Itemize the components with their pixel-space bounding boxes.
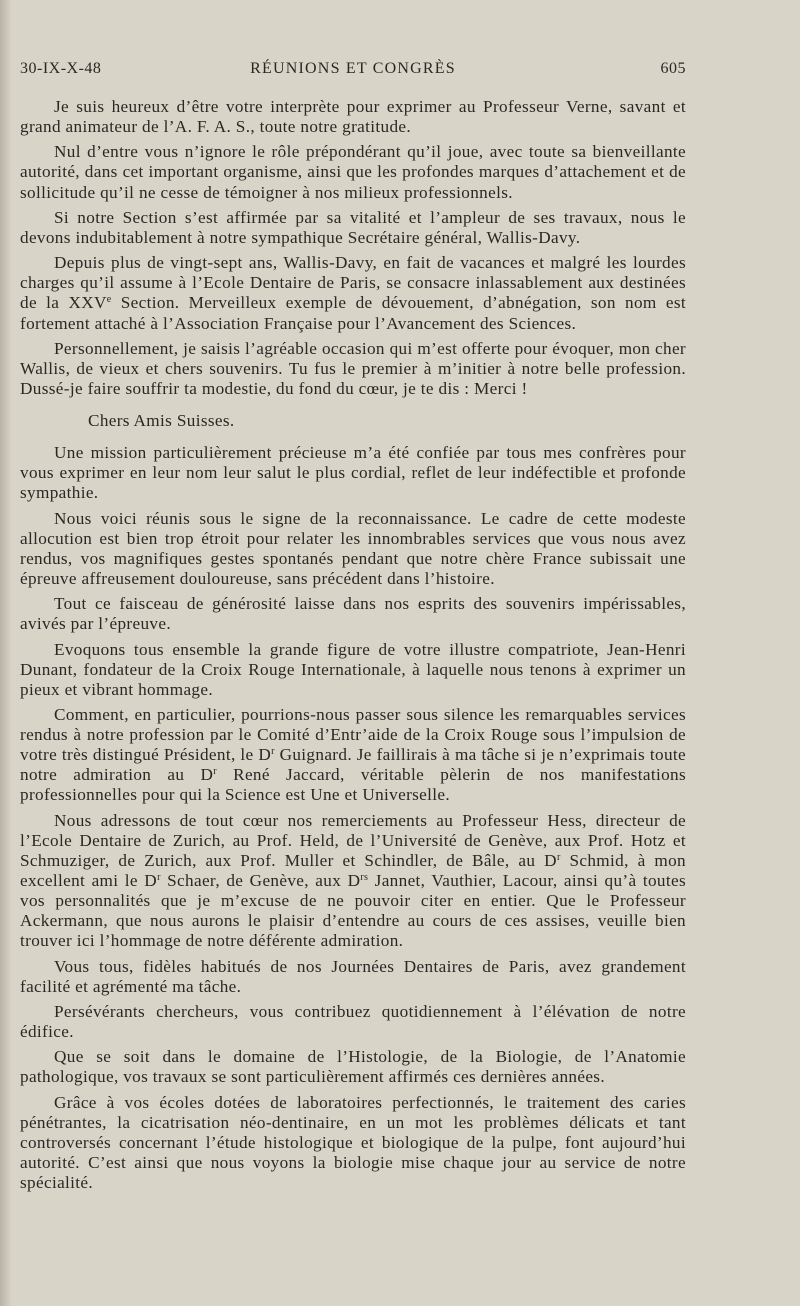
superscript: r <box>213 766 217 778</box>
paragraph: Je suis heureux d’être votre interprète pour exprimer au Professeur Verne, savant et grand animateur de l’A. F. A. S., toute notre gratitude. <box>20 97 686 137</box>
page-binding-edge <box>0 0 12 1306</box>
paragraph: Tout ce faisceau de générosité laisse dans nos esprits des souvenirs impérissables, avivés par l’épreuve. <box>20 594 686 634</box>
header-date: 30-IX-X-48 <box>20 60 102 77</box>
paragraph-text: Nous adressons de tout cœur nos remerciements au Professeur Hess, directeur de l’Ecole Dentaire de Zurich, au Prof. Held, de l’Université de Genève, aux Prof. Hotz et Schmuziger, de Zurich, aux Prof. Muller et Schindler, de Bâle, au D <box>20 810 686 870</box>
paragraph: Grâce à vos écoles dotées de laboratoires perfectionnés, le traitement des caries pénétrantes, la cicatrisation néo-dentinaire, en un mot les problèmes délicats et tant controversés concernant l’étude histologique et biologique de la pulpe, font aujourd’hui autorité. C’est ainsi que nous voyons la biologie mise chaque jour au service de notre spécialité. <box>20 1092 686 1193</box>
paragraph <box>20 705 686 805</box>
superscript: r <box>556 851 561 863</box>
paragraph <box>20 811 686 952</box>
superscript: e <box>106 294 112 306</box>
paragraph: Persévérants chercheurs, vous contribuez quotidiennement à l’élévation de notre édifice. <box>20 1001 686 1041</box>
article-body <box>20 97 686 1198</box>
paragraph: Personnellement, je saisis l’agréable occasion qui m’est offerte pour évoquer, mon cher Wallis, de vieux et chers souvenirs. Tu fus le premier à m’initier à notre belle profession. Dussé-je faire souffrir ta modestie, du fond du cœur, je te dis : Merci ! <box>20 338 686 398</box>
paragraph-text: Section. Merveilleux exemple de dévouement, d’abnégation, son nom est fortement attaché à l’Association Française pour l’Avancement des Sciences. <box>20 293 686 333</box>
paragraph-text: Schmid, à mon excellent ami le D <box>20 850 687 890</box>
paragraph-text: Depuis plus de vingt-sept ans, Wallis-Davy, en fait de vacances et malgré les lourdes charges qu’il assume à l’Ecole Dentaire de Paris, se consacre inlassablement aux destinées de la XXV <box>20 253 686 313</box>
paragraph: Vous tous, fidèles habitués de nos Journées Dentaires de Paris, avez grandement facilité et agrémenté ma tâche. <box>20 956 686 996</box>
superscript: r <box>271 746 275 758</box>
paragraph: Une mission particulièrement précieuse m’a été confiée par tous mes confrères pour vous exprimer en leur nom leur salut le plus cordial, reflet de leur indéfectible et profonde sympathie. <box>20 443 686 503</box>
paragraph: Evoquons tous ensemble la grande figure de votre illustre compatriote, Jean-Henri Dunant, fondateur de la Croix Rouge Internationale, à laquelle nous tenons à exprimer un pieux et vibrant hommage. <box>20 639 686 699</box>
paragraph-text: René Jaccard, véritable pèlerin de nos manifestations professionnelles pour qui la Science est Une et Universelle. <box>20 765 686 805</box>
superscript: rs <box>360 871 369 883</box>
paragraph <box>20 253 686 333</box>
paragraph-text: Guignard. Je faillirais à ma tâche si je n’exprimais toute notre admiration au D <box>20 745 686 785</box>
paragraph: Si notre Section s’est affirmée par sa vitalité et l’ampleur de ses travaux, nous le devons indubitablement à notre sympathique Secrétaire général, Wallis-Davy. <box>20 207 686 247</box>
salutation: Chers Amis Suisses. <box>88 411 235 431</box>
superscript: r <box>157 871 161 883</box>
paragraph-text: Comment, en particulier, pourrions-nous passer sous silence les remarquables services rendus à notre profession par le Comité d’Entr’aide de la Croix Rouge sous l’impulsion de votre très distingué Président, le D <box>20 705 686 765</box>
paragraph: Nous voici réunis sous le signe de la reconnaissance. Le cadre de cette modeste allocution est bien trop étroit pour relater les innombrables services que vous nous avez rendus, vos magnifiques gestes spontanés pendant que notre chère France subissait une épreuve affreusement douloureuse, sans précédent dans l’histoire. <box>20 508 686 588</box>
paragraph-text: Schaer, de Genève, aux D <box>160 870 361 890</box>
header-title: RÉUNIONS ET CONGRÈS <box>250 60 456 77</box>
running-header <box>20 60 686 84</box>
paragraph: Que se soit dans le domaine de l’Histologie, de la Biologie, de l’Anatomie pathologique, vos travaux se sont particulièrement affirmés ces dernières années. <box>20 1047 686 1087</box>
paragraph: Nul d’entre vous n’ignore le rôle prépondérant qu’il joue, avec toute sa bienveillante autorité, dans cet important organisme, ainsi que les profondes marques d’attachement et de sollicitude qu’il ne cesse de témoigner à nos milieux professionnels. <box>20 142 686 202</box>
paragraph-text: Jannet, Vauthier, Lacour, ainsi qu’à toutes vos personnalités que je m’excuse de ne pouvoir citer en entier. Que le Professeur Ackermann, que nous aurons le plaisir d’entendre au cours de ces assises, veuille bien trouver ici l’hommage de notre déférente admiration. <box>20 870 686 951</box>
page-number: 605 <box>660 60 686 77</box>
